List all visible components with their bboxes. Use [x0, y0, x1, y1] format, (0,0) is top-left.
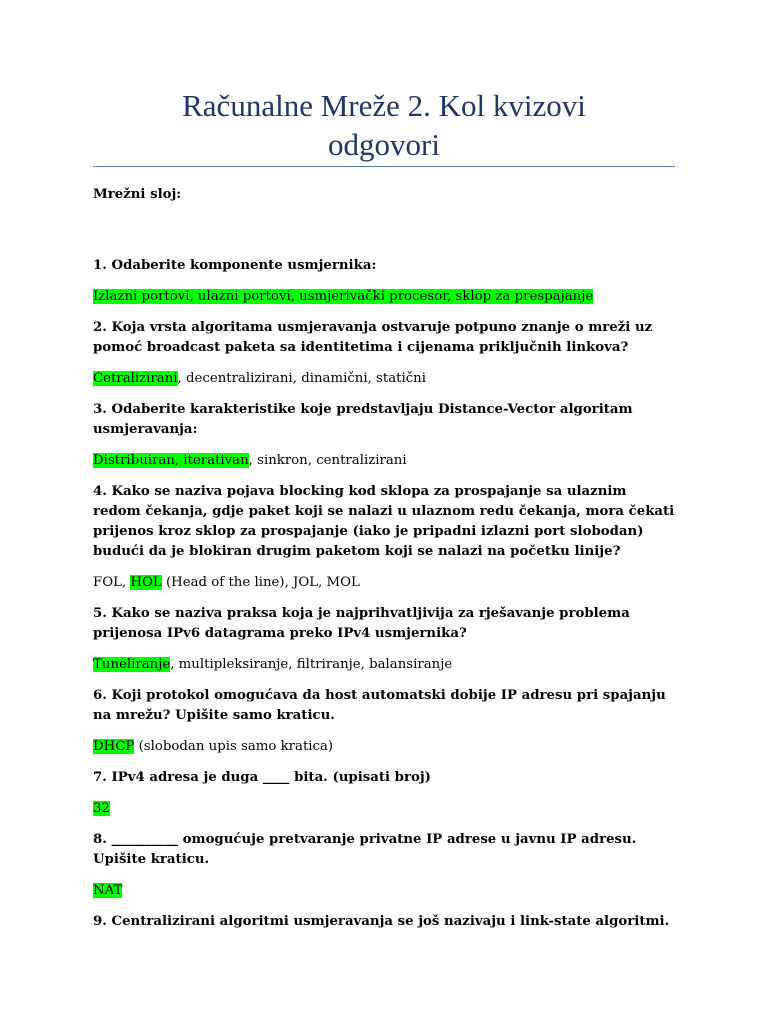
question-8: 8. __________ omogućuje pretvaranje privatne IP adrese u javnu IP adresu. Upišite kraticu. [93, 832, 637, 867]
document-title [0, 86, 768, 164]
answer-3-rest: , sinkron, centralizirani [248, 453, 407, 468]
question-4: 4. Kako se naziva pojava blocking kod sklopa za prospajanje sa ulaznim redom čekanja, gdje paket koji se nalazi u ulaznom redu čekanja, mora čekati prijenos kroz sklop za prospajanje (iako je pripadni izlazni port slobodan) budući da je blokiran drugim paketom koji se nalazi na početku linije? [93, 484, 675, 559]
answer-5-highlight: Tuneliranje [93, 657, 171, 672]
answer-6-rest: (slobodan upis samo kratica) [134, 739, 334, 754]
question-7: 7. IPv4 adresa je duga ____ bita. (upisati broj) [93, 770, 431, 785]
answer-5 [93, 655, 678, 675]
answer-4-rest: (Head of the line), JOL, MOL [161, 575, 360, 590]
question-9: 9. Centralizirani algoritmi usmjeravanja se još nazivaju i link-state algoritmi. [93, 914, 670, 929]
answer-6-highlight: DHCP [93, 739, 135, 754]
answer-5-rest: , multipleksiranje, filtriranje, balansiranje [170, 657, 453, 672]
answer-4-highlight: HOL [130, 575, 162, 590]
question-1: 1. Odaberite komponente usmjernika: [93, 258, 377, 273]
answer-2 [93, 369, 678, 389]
answer-3 [93, 451, 678, 471]
title-line-1: Računalne Mreže 2. Kol kvizovi [182, 88, 586, 123]
answer-1 [93, 287, 678, 307]
answer-2-highlight: Cetralizirani [93, 371, 178, 386]
answer-3-highlight: Distribuiran, iterativan [93, 453, 249, 468]
question-2: 2. Koja vrsta algoritama usmjeravanja ostvaruje potpuno znanje o mreži uz pomoć broadcast paketa sa identitetima i cijenama priključnih linkova? [93, 320, 653, 355]
section-heading: Mrežni sloj: [93, 187, 182, 202]
answer-4 [93, 573, 678, 593]
title-line-2: odgovori [328, 127, 440, 162]
answer-1-highlight: Izlazni portovi, ulazni portovi, usmjerivački procesor, sklop za prespajanje [93, 289, 594, 304]
answer-2-rest: , decentralizirani, dinamični, statični [177, 371, 426, 386]
answer-6 [93, 737, 678, 757]
answer-8 [93, 881, 678, 901]
answer-4-pre: FOL, [93, 575, 131, 590]
title-underline [93, 166, 675, 167]
answer-7-highlight: 32 [93, 801, 110, 816]
document-body [93, 185, 678, 943]
answer-7 [93, 799, 678, 819]
question-3: 3. Odaberite karakteristike koje predstavljaju Distance-Vector algoritam usmjeravanja: [93, 402, 633, 437]
question-5: 5. Kako se naziva praksa koja je najprihvatljivija za rješavanje problema prijenosa IPv6 datagrama preko IPv4 usmjernika? [93, 606, 630, 641]
question-6: 6. Koji protokol omogućava da host automatski dobije IP adresu pri spajanju na mrežu? Upišite samo kraticu. [93, 688, 666, 723]
answer-8-highlight: NAT [93, 883, 123, 898]
